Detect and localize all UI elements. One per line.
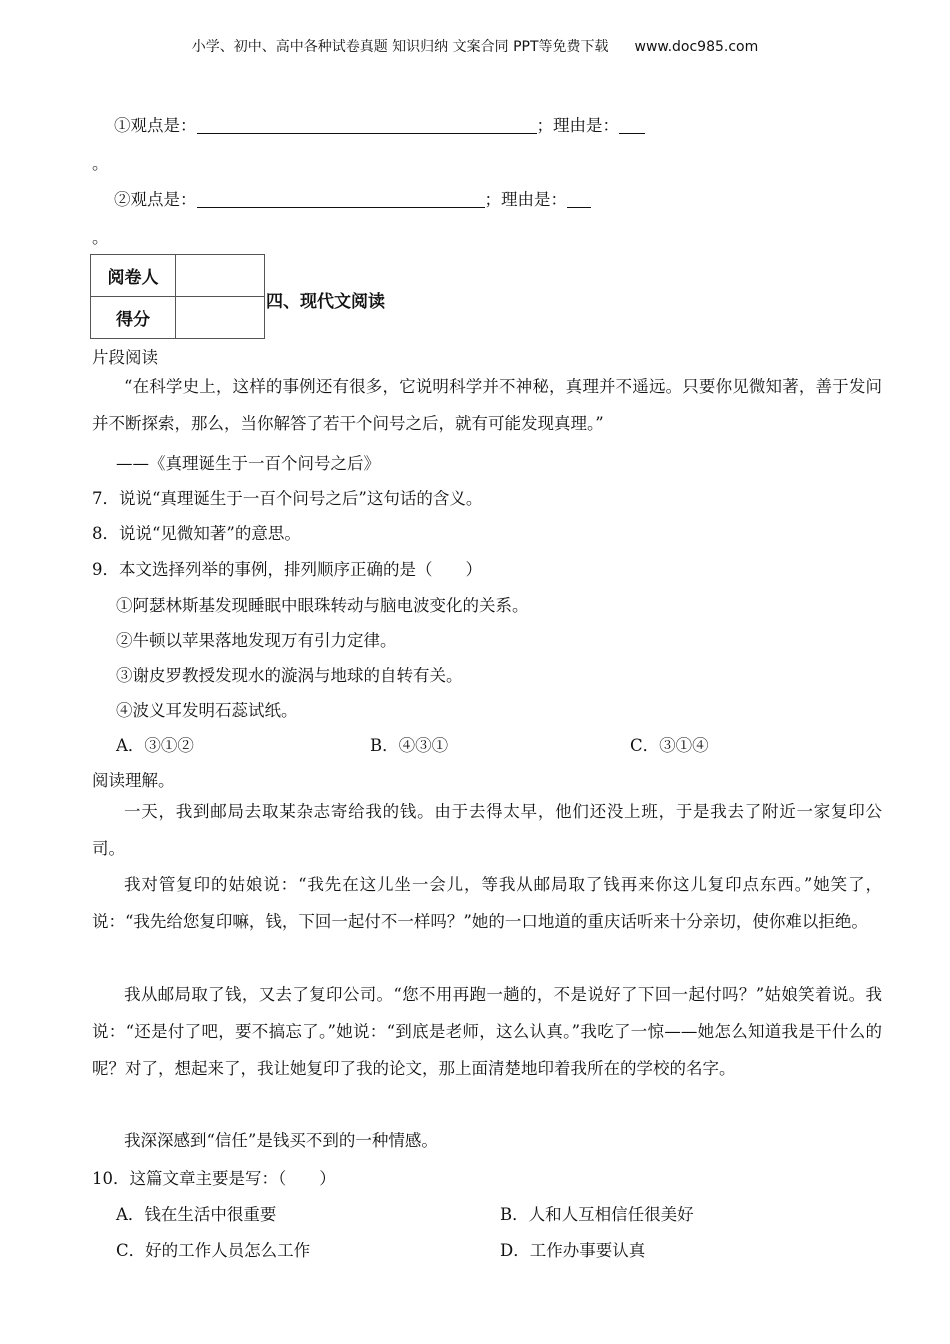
question-7: 7．说说“真理诞生于一百个问号之后”这句话的含义。	[92, 489, 483, 508]
page-header	[0, 36, 950, 56]
opinion-2-reason-blank[interactable]	[567, 189, 591, 208]
header-url[interactable]: www.doc985.com	[634, 39, 759, 55]
reviewer-label: 阅卷人	[91, 255, 176, 297]
score-label: 得分	[91, 297, 176, 339]
opinion-1-period: 。	[92, 154, 109, 173]
opinion-1-reason-blank[interactable]	[619, 115, 645, 134]
q9-item-4: ④波义耳发明石蕊试纸。	[116, 701, 298, 720]
opinion-2-label: ②观点是：	[114, 190, 197, 209]
header-text: 小学、初中、高中各种试卷真题 知识归纳 文案合同 PPT等免费下载	[191, 39, 609, 55]
reading-paragraph-3: 我从邮局取了钱，又去了复印公司。“您不用再跑一趟的，不是说好了下回一起付吗？”姑娘笑着说。我说：“还是付了吧，要不搞忘了。”她说：“到底是老师，这么认真。”我吃了一惊——她怎么知道我是干什么的呢？对了，想起来了，我让她复印了我的论文，那上面清楚地印着我所在的学校的名字。	[92, 985, 882, 1078]
question-10: 10．这篇文章主要是写：（ ）	[92, 1169, 336, 1188]
reading-paragraph-4: 我深深感到“信任”是钱买不到的一种情感。	[124, 1131, 438, 1150]
opinion-1-reason-label: ；理由是：	[536, 116, 619, 135]
q9-option-a[interactable]: A．③①②	[116, 736, 194, 755]
q10-option-d[interactable]: D．工作办事要认真	[500, 1241, 646, 1260]
fragment-source: ——《真理诞生于一百个问号之后》	[116, 454, 380, 473]
q9-item-2: ②牛顿以苹果落地发现万有引力定律。	[116, 631, 397, 650]
q9-option-b[interactable]: B．④③①	[370, 736, 449, 755]
q9-option-c[interactable]: C．③①④	[630, 736, 709, 755]
reading-paragraph-1: 一天，我到邮局去取某杂志寄给我的钱。由于去得太早，他们还没上班，于是我去了附近一家复印公司。	[92, 802, 882, 858]
opinion-2-reason-label: ；理由是：	[484, 190, 567, 209]
q9-item-1: ①阿瑟林斯基发现睡眠中眼珠转动与脑电波变化的关系。	[116, 596, 529, 615]
opinion-1-label: ①观点是：	[114, 116, 197, 135]
score-cell[interactable]	[176, 297, 265, 339]
section-title: 四、现代文阅读	[266, 292, 385, 312]
reviewer-cell[interactable]	[176, 255, 265, 297]
fragment-heading: 片段阅读	[92, 348, 158, 367]
reading-paragraph-2: 我对管复印的姑娘说：“我先在这儿坐一会儿，等我从邮局取了钱再来你这儿复印点东西。”她笑了，说：“我先给您复印嘛，钱，下回一起付不一样吗？”她的一口地道的重庆话听来十分亲切，使你难以拒绝。	[92, 875, 882, 931]
reading-heading: 阅读理解。	[92, 771, 175, 790]
opinion-1-blank[interactable]	[197, 115, 537, 134]
question-8: 8．说说“见微知著”的意思。	[92, 524, 301, 543]
q9-item-3: ③谢皮罗教授发现水的漩涡与地球的自转有关。	[116, 666, 463, 685]
score-table	[90, 254, 265, 339]
opinion-2	[114, 186, 591, 210]
q10-option-b[interactable]: B．人和人互相信任很美好	[500, 1205, 694, 1224]
opinion-2-period: 。	[92, 228, 109, 247]
question-9: 9．本文选择列举的事例，排列顺序正确的是（ ）	[92, 560, 482, 579]
opinion-2-blank[interactable]	[197, 189, 485, 208]
fragment-quote: “在科学史上，这样的事例还有很多，它说明科学并不神秘，真理并不遥远。只要你见微知著，善于发问并不断探索，那么，当你解答了若干个问号之后，就有可能发现真理。”	[92, 377, 882, 433]
q10-option-c[interactable]: C．好的工作人员怎么工作	[116, 1241, 311, 1260]
opinion-1	[114, 112, 645, 136]
q10-option-a[interactable]: A．钱在生活中很重要	[116, 1205, 277, 1224]
